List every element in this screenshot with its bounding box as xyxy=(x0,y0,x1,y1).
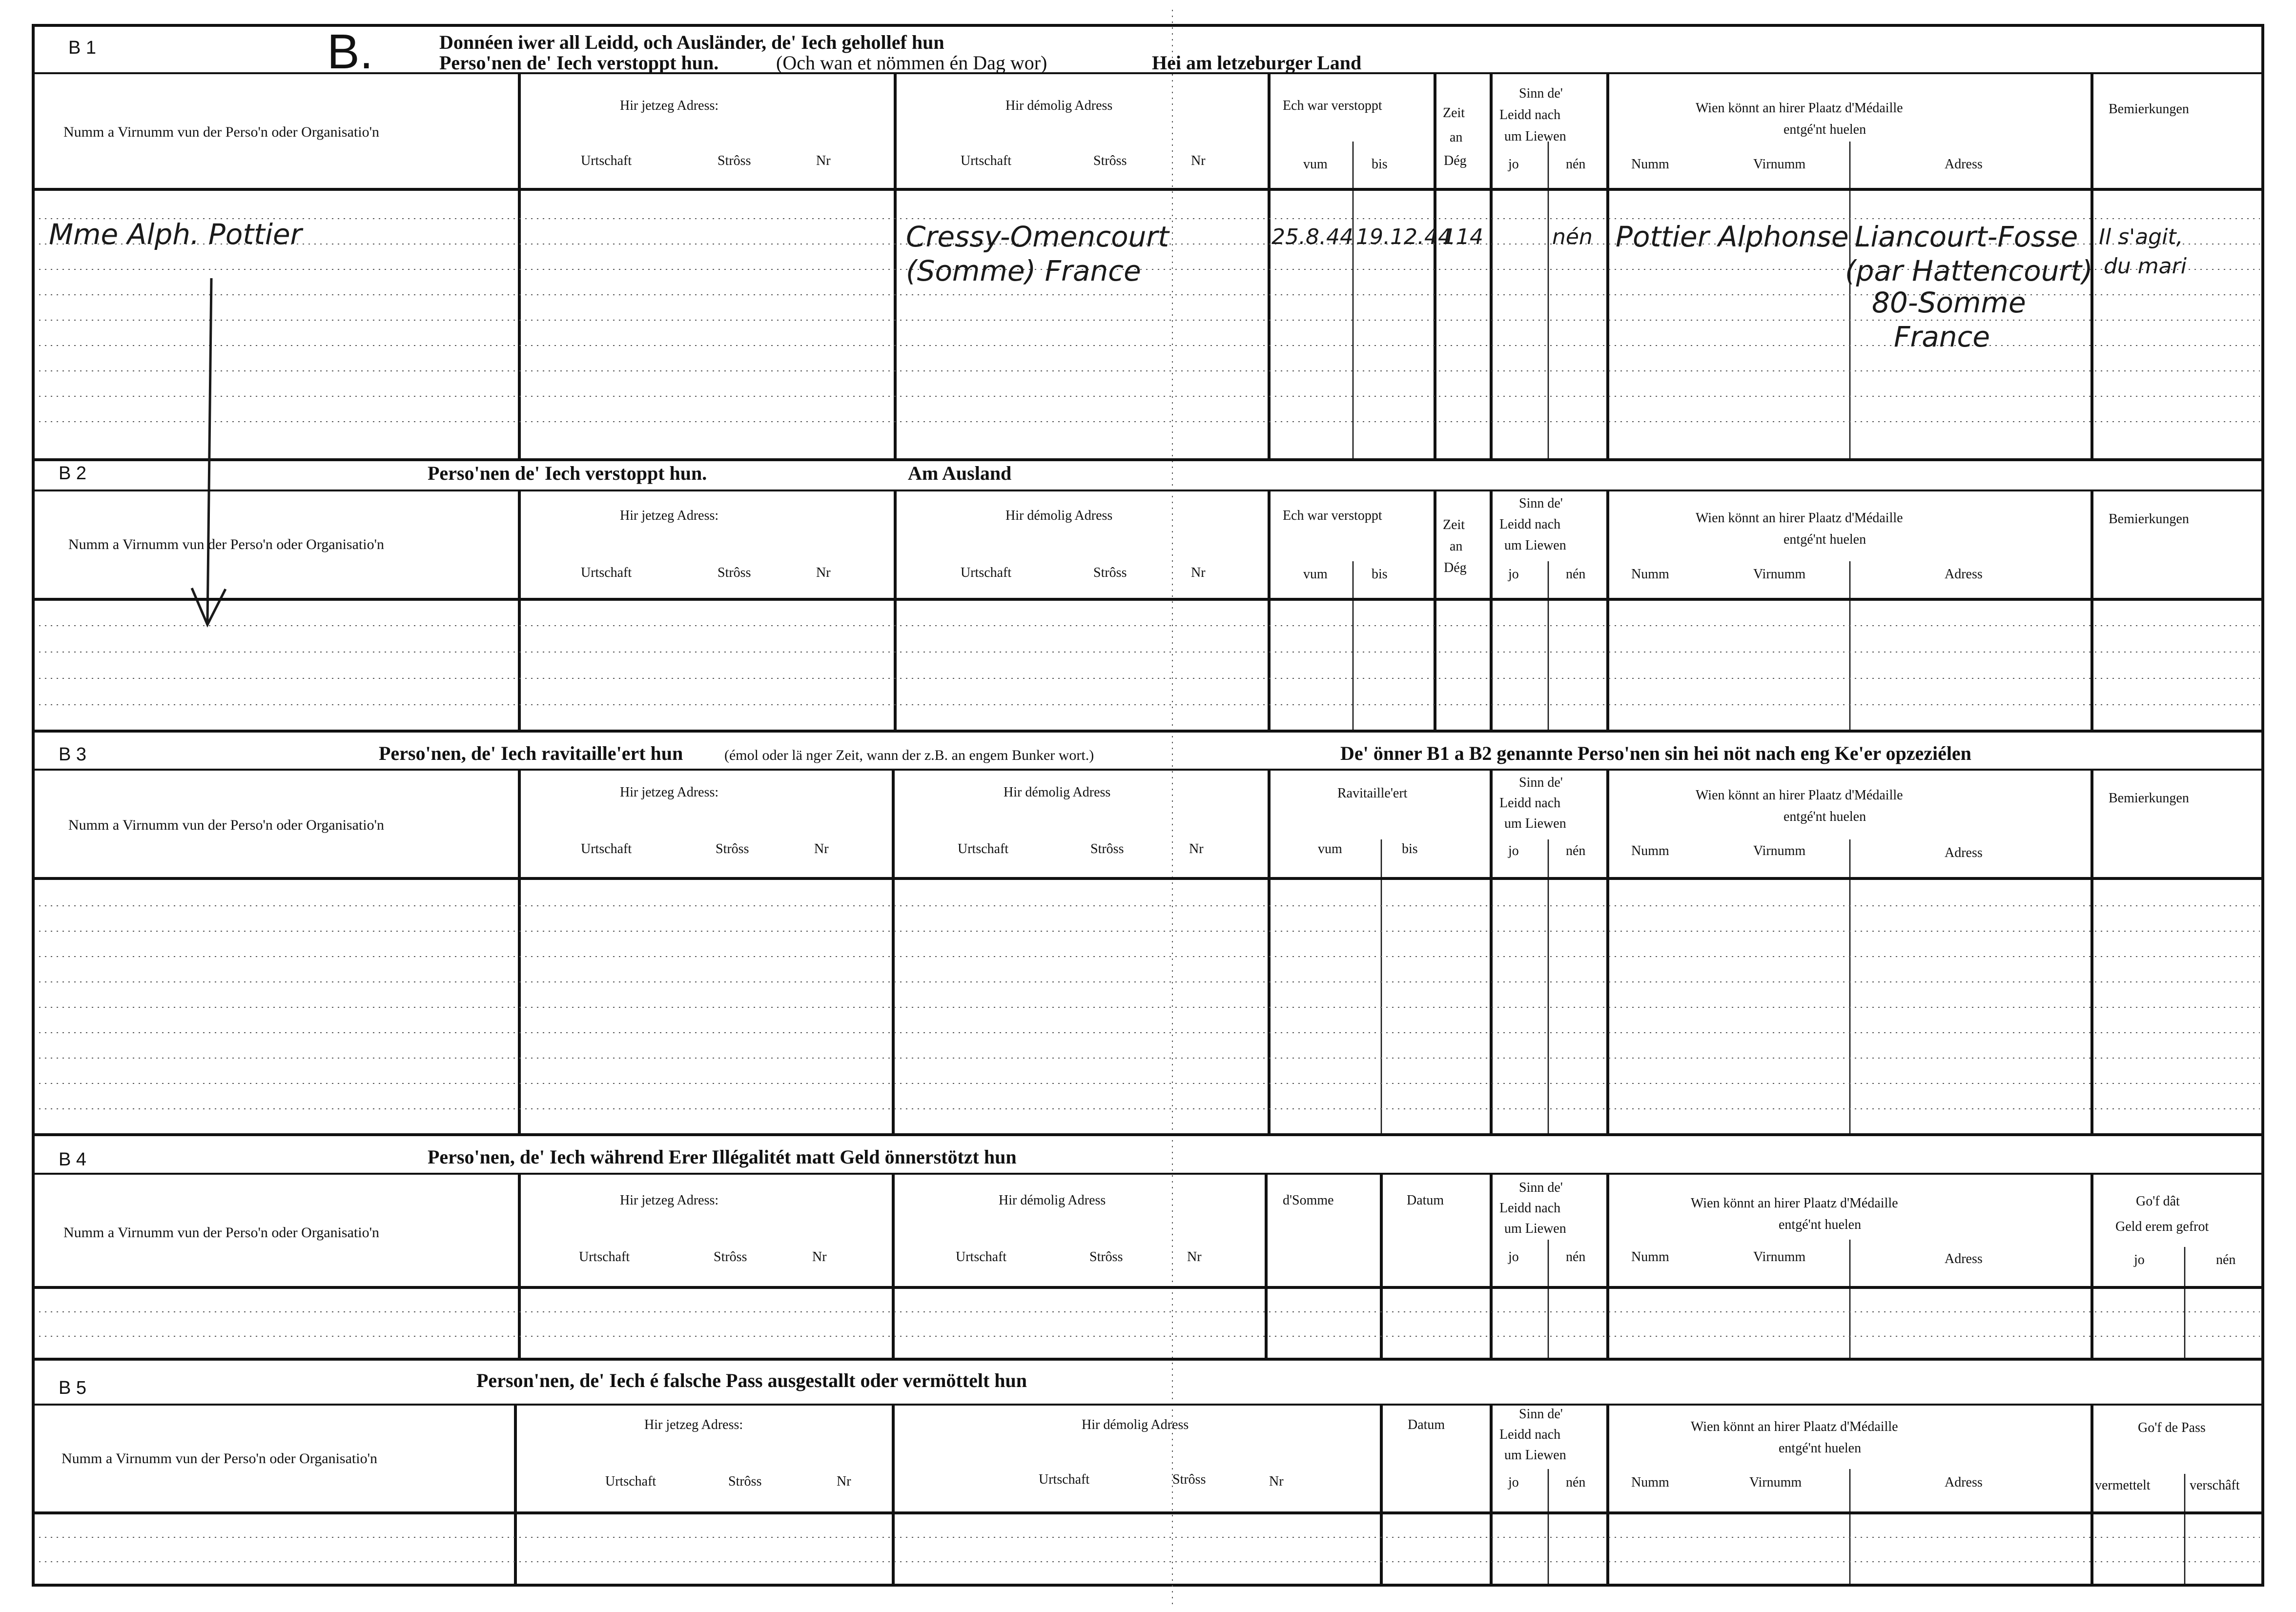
handwritten-arrow xyxy=(192,278,226,625)
b2-alive-header-3: um Liewen xyxy=(1504,538,1566,553)
b2-remarks-header: Bemierkungen xyxy=(2109,511,2189,527)
b3-medal-header-2: entgé'nt huelen xyxy=(1784,809,1866,824)
b3-surname-header: Numm xyxy=(1631,843,1669,858)
b5-medal-header-1: Wien könnt an hirer Plaatz d'Médaille xyxy=(1691,1419,1898,1434)
section-b1 xyxy=(33,24,2263,625)
b3-address-header: Adress xyxy=(1945,845,1983,860)
b1-number-header: Nr xyxy=(816,153,831,168)
b2-title-a: Perso'nen de' Iech verstoppt hun. xyxy=(428,462,707,484)
b2-former-number-header: Nr xyxy=(1191,565,1206,580)
entry-from: 25.8.44 xyxy=(1271,224,1353,249)
b2-former-address-header: Hir démolig Adress xyxy=(1005,508,1113,523)
b4-number-header: Nr xyxy=(812,1249,827,1265)
b1-remarks-header: Bemierkungen xyxy=(2109,102,2189,117)
b3-alive-header-1: Sinn de' xyxy=(1519,775,1563,790)
b4-no2-header: nén xyxy=(2216,1252,2236,1267)
b5-surname-header: Numm xyxy=(1631,1475,1669,1490)
b1-from-header: vum xyxy=(1303,157,1328,172)
entry-remarks-1: Il s'agit, xyxy=(2099,224,2183,249)
b4-alive-header-1: Sinn de' xyxy=(1519,1180,1563,1195)
b2-address-header: Adress xyxy=(1945,567,1983,582)
b1-address-header: Adress xyxy=(1945,157,1983,172)
b2-former-town-header: Urtschaft xyxy=(961,565,1012,580)
entry-medal-address-1: Liancourt-Fosse xyxy=(1855,220,2078,253)
b4-town-header: Urtschaft xyxy=(579,1249,630,1265)
b4-address-header: Adress xyxy=(1945,1251,1983,1266)
section-code-b4: B 4 xyxy=(59,1149,87,1170)
b4-former-town-header: Urtschaft xyxy=(956,1249,1007,1265)
b1-title-line2a: Perso'nen de' Iech verstoppt hun. xyxy=(439,52,719,74)
b3-alive-header-2: Leidd nach xyxy=(1499,796,1561,811)
b5-yes-header: jo xyxy=(1508,1475,1519,1490)
b3-medal-header-1: Wien könnt an hirer Plaatz d'Médaille xyxy=(1696,788,1903,803)
b5-no-header: nén xyxy=(1566,1475,1586,1490)
b4-former-street-header: Strôss xyxy=(1089,1249,1123,1265)
b1-alive-header-3: um Liewen xyxy=(1504,129,1566,144)
b1-former-number-header: Nr xyxy=(1191,153,1206,168)
section-b4 xyxy=(33,1146,2263,1359)
b4-medal-header-1: Wien könnt an hirer Plaatz d'Médaille xyxy=(1691,1196,1898,1211)
b5-alive-header-2: Leidd nach xyxy=(1499,1427,1561,1442)
b2-time-header-1: Zeit xyxy=(1443,517,1465,532)
b5-former-number-header: Nr xyxy=(1269,1474,1284,1489)
b3-former-street-header: Strôss xyxy=(1090,841,1124,857)
b4-yes2-header: jo xyxy=(2134,1252,2145,1267)
b1-time-header-1: Zeit xyxy=(1443,105,1465,121)
b2-medal-header-1: Wien könnt an hirer Plaatz d'Médaille xyxy=(1696,510,1903,526)
b3-former-town-header: Urtschaft xyxy=(958,841,1009,857)
b2-surname-header: Numm xyxy=(1631,567,1669,582)
b4-firstname-header: Virnumm xyxy=(1753,1249,1806,1265)
b2-title-b: Am Ausland xyxy=(908,462,1012,484)
b4-surname-header: Numm xyxy=(1631,1249,1669,1265)
entry-medal-address-3: 80-Somme xyxy=(1872,286,2026,319)
b3-name-header: Numm a Virnumm vun der Perso'n oder Organisatio'n xyxy=(68,817,384,833)
b1-surname-header: Numm xyxy=(1631,157,1669,172)
b2-time-header-3: Dég xyxy=(1444,560,1467,575)
b5-issued-header: verschâft xyxy=(2190,1478,2240,1493)
b3-title-c: De' önner B1 a B2 genannte Perso'nen sin hei nöt nach eng Ke'er opzeziélen xyxy=(1340,742,1971,764)
b1-name-header: Numm a Virnumm vun der Perso'n oder Organisatio'n xyxy=(63,124,379,140)
b5-alive-header-1: Sinn de' xyxy=(1519,1407,1563,1422)
b3-alive-header-3: um Liewen xyxy=(1504,816,1566,831)
b3-former-address-header: Hir démolig Adress xyxy=(1004,785,1111,800)
b3-current-address-header: Hir jetzeg Adress: xyxy=(620,785,719,800)
b4-current-address-header: Hir jetzeg Adress: xyxy=(620,1193,719,1208)
b1-title-line2c: Hei am letzeburger Land xyxy=(1152,52,1362,74)
b4-street-header: Strôss xyxy=(714,1249,747,1265)
b1-hidden-header: Ech war verstoppt xyxy=(1283,98,1382,113)
b3-title-b: (émol oder lä nger Zeit, wann der z.B. an engem Bunker wort.) xyxy=(724,747,1094,763)
b5-firstname-header: Virnumm xyxy=(1749,1475,1802,1490)
b1-former-street-header: Strôss xyxy=(1093,153,1127,168)
b1-street-header: Strôss xyxy=(718,153,751,168)
section-b2 xyxy=(33,462,2263,731)
b5-former-town-header: Urtschaft xyxy=(1039,1472,1090,1487)
entry-medal-address-2: (par Hattencourt) xyxy=(1845,254,2093,287)
b5-town-header: Urtschaft xyxy=(605,1474,656,1489)
b3-number-header: Nr xyxy=(814,841,829,857)
section-b5 xyxy=(33,1369,2263,1585)
b2-town-header: Urtschaft xyxy=(581,565,632,580)
b2-to-header: bis xyxy=(1372,567,1388,582)
b4-former-address-header: Hir démolig Adress xyxy=(999,1193,1106,1208)
b5-former-street-header: Strôss xyxy=(1172,1472,1206,1487)
b4-money-given-header-1: Go'f dât xyxy=(2136,1194,2180,1209)
section-code-b5: B 5 xyxy=(59,1378,87,1398)
b5-current-address-header: Hir jetzeg Adress: xyxy=(644,1417,743,1432)
b2-medal-header-2: entgé'nt huelen xyxy=(1784,532,1866,547)
b2-no-header: nén xyxy=(1566,567,1586,582)
b5-address-header: Adress xyxy=(1945,1475,1983,1490)
section-letter: B. xyxy=(327,24,373,79)
b2-street-header: Strôss xyxy=(718,565,751,580)
b2-firstname-header: Virnumm xyxy=(1753,567,1806,582)
b5-arranged-header: vermettelt xyxy=(2095,1478,2151,1493)
b3-to-header: bis xyxy=(1402,841,1418,857)
b1-to-header: bis xyxy=(1372,157,1388,172)
b2-current-address-header: Hir jetzeg Adress: xyxy=(620,508,719,523)
b3-town-header: Urtschaft xyxy=(581,841,632,857)
b1-medal-header-1: Wien könnt an hirer Plaatz d'Médaille xyxy=(1696,101,1903,116)
b4-sum-header: d'Somme xyxy=(1283,1193,1334,1208)
b4-alive-header-3: um Liewen xyxy=(1504,1221,1566,1236)
b1-entry-row xyxy=(49,218,2187,353)
b4-yes-header: jo xyxy=(1508,1249,1519,1265)
b4-former-number-header: Nr xyxy=(1187,1249,1202,1265)
b4-name-header: Numm a Virnumm vun der Perso'n oder Organisatio'n xyxy=(63,1224,379,1241)
entry-remarks-2: du mari xyxy=(2104,254,2187,279)
b3-supplied-header: Ravitaille'ert xyxy=(1337,786,1408,801)
b1-yes-header: jo xyxy=(1508,157,1519,172)
b4-title: Perso'nen, de' Iech während Erer Illégalitét matt Geld önnerstötzt hun xyxy=(428,1146,1017,1168)
b5-street-header: Strôss xyxy=(728,1474,762,1489)
b3-from-header: vum xyxy=(1318,841,1342,857)
b3-former-number-header: Nr xyxy=(1189,841,1204,857)
b3-yes-header: jo xyxy=(1508,843,1519,858)
entry-days: 114 xyxy=(1442,224,1483,249)
b5-alive-header-3: um Liewen xyxy=(1504,1448,1566,1463)
b2-alive-header-2: Leidd nach xyxy=(1499,517,1561,532)
b1-former-town-header: Urtschaft xyxy=(961,153,1012,168)
entry-medal-address-4: France xyxy=(1894,320,1990,353)
b5-title: Person'nen, de' Iech é falsche Pass ausgestallt oder vermöttelt hun xyxy=(476,1369,1027,1391)
b5-number-header: Nr xyxy=(837,1474,851,1489)
entry-former-town-2: (Somme) France xyxy=(906,254,1141,287)
b4-alive-header-2: Leidd nach xyxy=(1499,1201,1561,1216)
b1-firstname-header: Virnumm xyxy=(1753,157,1806,172)
b1-title-line2b: (Och wan et nömmen én Dag wor) xyxy=(776,52,1047,74)
b2-yes-header: jo xyxy=(1508,567,1519,582)
b2-time-header-2: an xyxy=(1450,539,1463,554)
b1-title-line1: Donnéen iwer all Leidd, och Ausländer, de' Iech gehollef hun xyxy=(439,31,944,53)
section-code-b1: B 1 xyxy=(68,38,97,58)
section-b3 xyxy=(33,742,2263,1135)
b3-firstname-header: Virnumm xyxy=(1753,843,1806,858)
entry-medal-name: Pottier Alphonse xyxy=(1616,220,1849,253)
b4-medal-header-2: entgé'nt huelen xyxy=(1779,1217,1862,1232)
b2-hidden-header: Ech war verstoppt xyxy=(1283,508,1382,523)
b2-former-street-header: Strôss xyxy=(1093,565,1127,580)
b1-former-address-header: Hir démolig Adress xyxy=(1005,98,1113,113)
b1-alive-header-1: Sinn de' xyxy=(1519,86,1563,101)
b4-money-given-header-2: Geld erem gefrot xyxy=(2115,1219,2209,1234)
b1-time-header-3: Dég xyxy=(1444,153,1467,168)
entry-name: Mme Alph. Pottier xyxy=(49,218,302,251)
b5-former-address-header: Hir démolig Adress xyxy=(1082,1417,1189,1432)
b1-time-header-2: an xyxy=(1450,130,1463,145)
b3-title-a: Perso'nen, de' Iech ravitaille'ert hun xyxy=(379,742,683,764)
entry-former-town-1: Cressy-Omencourt xyxy=(906,220,1169,253)
b4-no-header: nén xyxy=(1566,1249,1586,1265)
entry-alive-no: nén xyxy=(1552,224,1593,249)
section-code-b2: B 2 xyxy=(59,463,87,484)
b5-date-header: Datum xyxy=(1408,1417,1445,1432)
b1-current-address-header: Hir jetzeg Adress: xyxy=(620,98,719,113)
b3-no-header: nén xyxy=(1566,843,1586,858)
section-code-b3: B 3 xyxy=(59,744,87,765)
b2-from-header: vum xyxy=(1303,567,1328,582)
b2-name-header: Numm a Virnumm vun der Perso'n oder Organisatio'n xyxy=(68,536,384,552)
b1-no-header: nén xyxy=(1566,157,1586,172)
b1-alive-header-2: Leidd nach xyxy=(1499,107,1561,122)
b2-alive-header-1: Sinn de' xyxy=(1519,496,1563,511)
b5-name-header: Numm a Virnumm vun der Perso'n oder Organisatio'n xyxy=(62,1450,377,1467)
b3-street-header: Strôss xyxy=(716,841,749,857)
b1-town-header: Urtschaft xyxy=(581,153,632,168)
b1-medal-header-2: entgé'nt huelen xyxy=(1784,122,1866,137)
b2-number-header: Nr xyxy=(816,565,831,580)
entry-to: 19.12.44 xyxy=(1356,224,1452,249)
b4-date-header: Datum xyxy=(1407,1193,1444,1208)
b5-pass-given-header: Go'f de Pass xyxy=(2138,1420,2206,1435)
b5-medal-header-2: entgé'nt huelen xyxy=(1779,1441,1862,1456)
b3-remarks-header: Bemierkungen xyxy=(2109,791,2189,806)
